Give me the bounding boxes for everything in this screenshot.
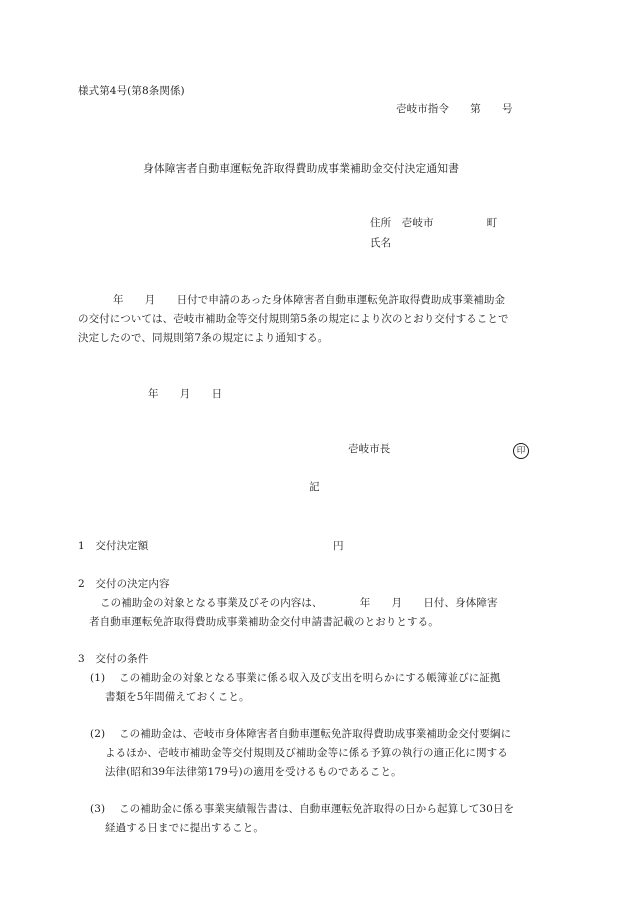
item3-heading: 3 交付の条件 xyxy=(78,653,149,665)
issuer-name: 壱岐市長 xyxy=(348,443,391,455)
condition-3-line-1: この補助金に係る事業実績報告書は、自動車運転免許取得の日から起算して30日を xyxy=(119,803,515,815)
condition-1-line-1: この補助金の対象となる事業に係る収入及び支出を明らかにする帳簿並びに証拠 xyxy=(119,672,501,684)
condition-2-line-2: よるほか、壱岐市補助金等交付規則及び補助金等に係る予算の執行の適正化に関する xyxy=(105,747,508,759)
body-line-1: 年 月 日付で申請のあった身体障害者自動車運転免許取得費助成事業補助金 xyxy=(113,294,506,306)
condition-2-line-1: この補助金は、壱岐市身体障害者自動車運転免許取得費助成事業補助金交付要綱に xyxy=(119,728,512,740)
item2-heading: 2 交付の決定内容 xyxy=(78,578,170,590)
document-number: 壱岐市指令 第 号 xyxy=(396,103,513,115)
date-line: 年 月 日 xyxy=(148,388,223,400)
item1-heading: 1 交付決定額 xyxy=(78,540,149,552)
condition-2-line-3: 法律(昭和39年法律第179号)の適用を受けるものであること。 xyxy=(105,766,402,778)
condition-3-number: (3) xyxy=(90,803,106,815)
seal-stamp: 印 xyxy=(513,443,529,459)
ki-label: 記 xyxy=(309,481,320,493)
item1-unit: 円 xyxy=(333,540,344,552)
condition-2-number: (2) xyxy=(90,728,106,740)
item2-line-2: 者自動車運転免許取得費助成事業補助金交付申請書記載のとおりとする。 xyxy=(89,616,439,628)
body-line-2: の交付については、壱岐市補助金等交付規則第5条の規定により次のとおり交付することで xyxy=(78,313,509,325)
condition-3-line-2: 経過する日までに提出すること。 xyxy=(105,822,264,834)
condition-1-line-2: 書類を5年間備えておくこと。 xyxy=(105,691,250,703)
condition-1-number: (1) xyxy=(90,672,106,684)
recipient-name: 氏名 xyxy=(370,237,392,249)
body-line-3: 決定したので、同規則第7条の規定により通知する。 xyxy=(78,332,329,344)
page-title: 身体障害者自動車運転免許取得費助成事業補助金交付決定通知書 xyxy=(143,162,460,175)
item2-line-1: この補助金の対象となる事業及びその内容は、 年 月 日付、身体障害 xyxy=(100,597,498,609)
recipient-address: 住所 壱岐市 町 xyxy=(370,217,498,229)
form-label: 様式第4号(第8条関係) xyxy=(78,85,185,97)
